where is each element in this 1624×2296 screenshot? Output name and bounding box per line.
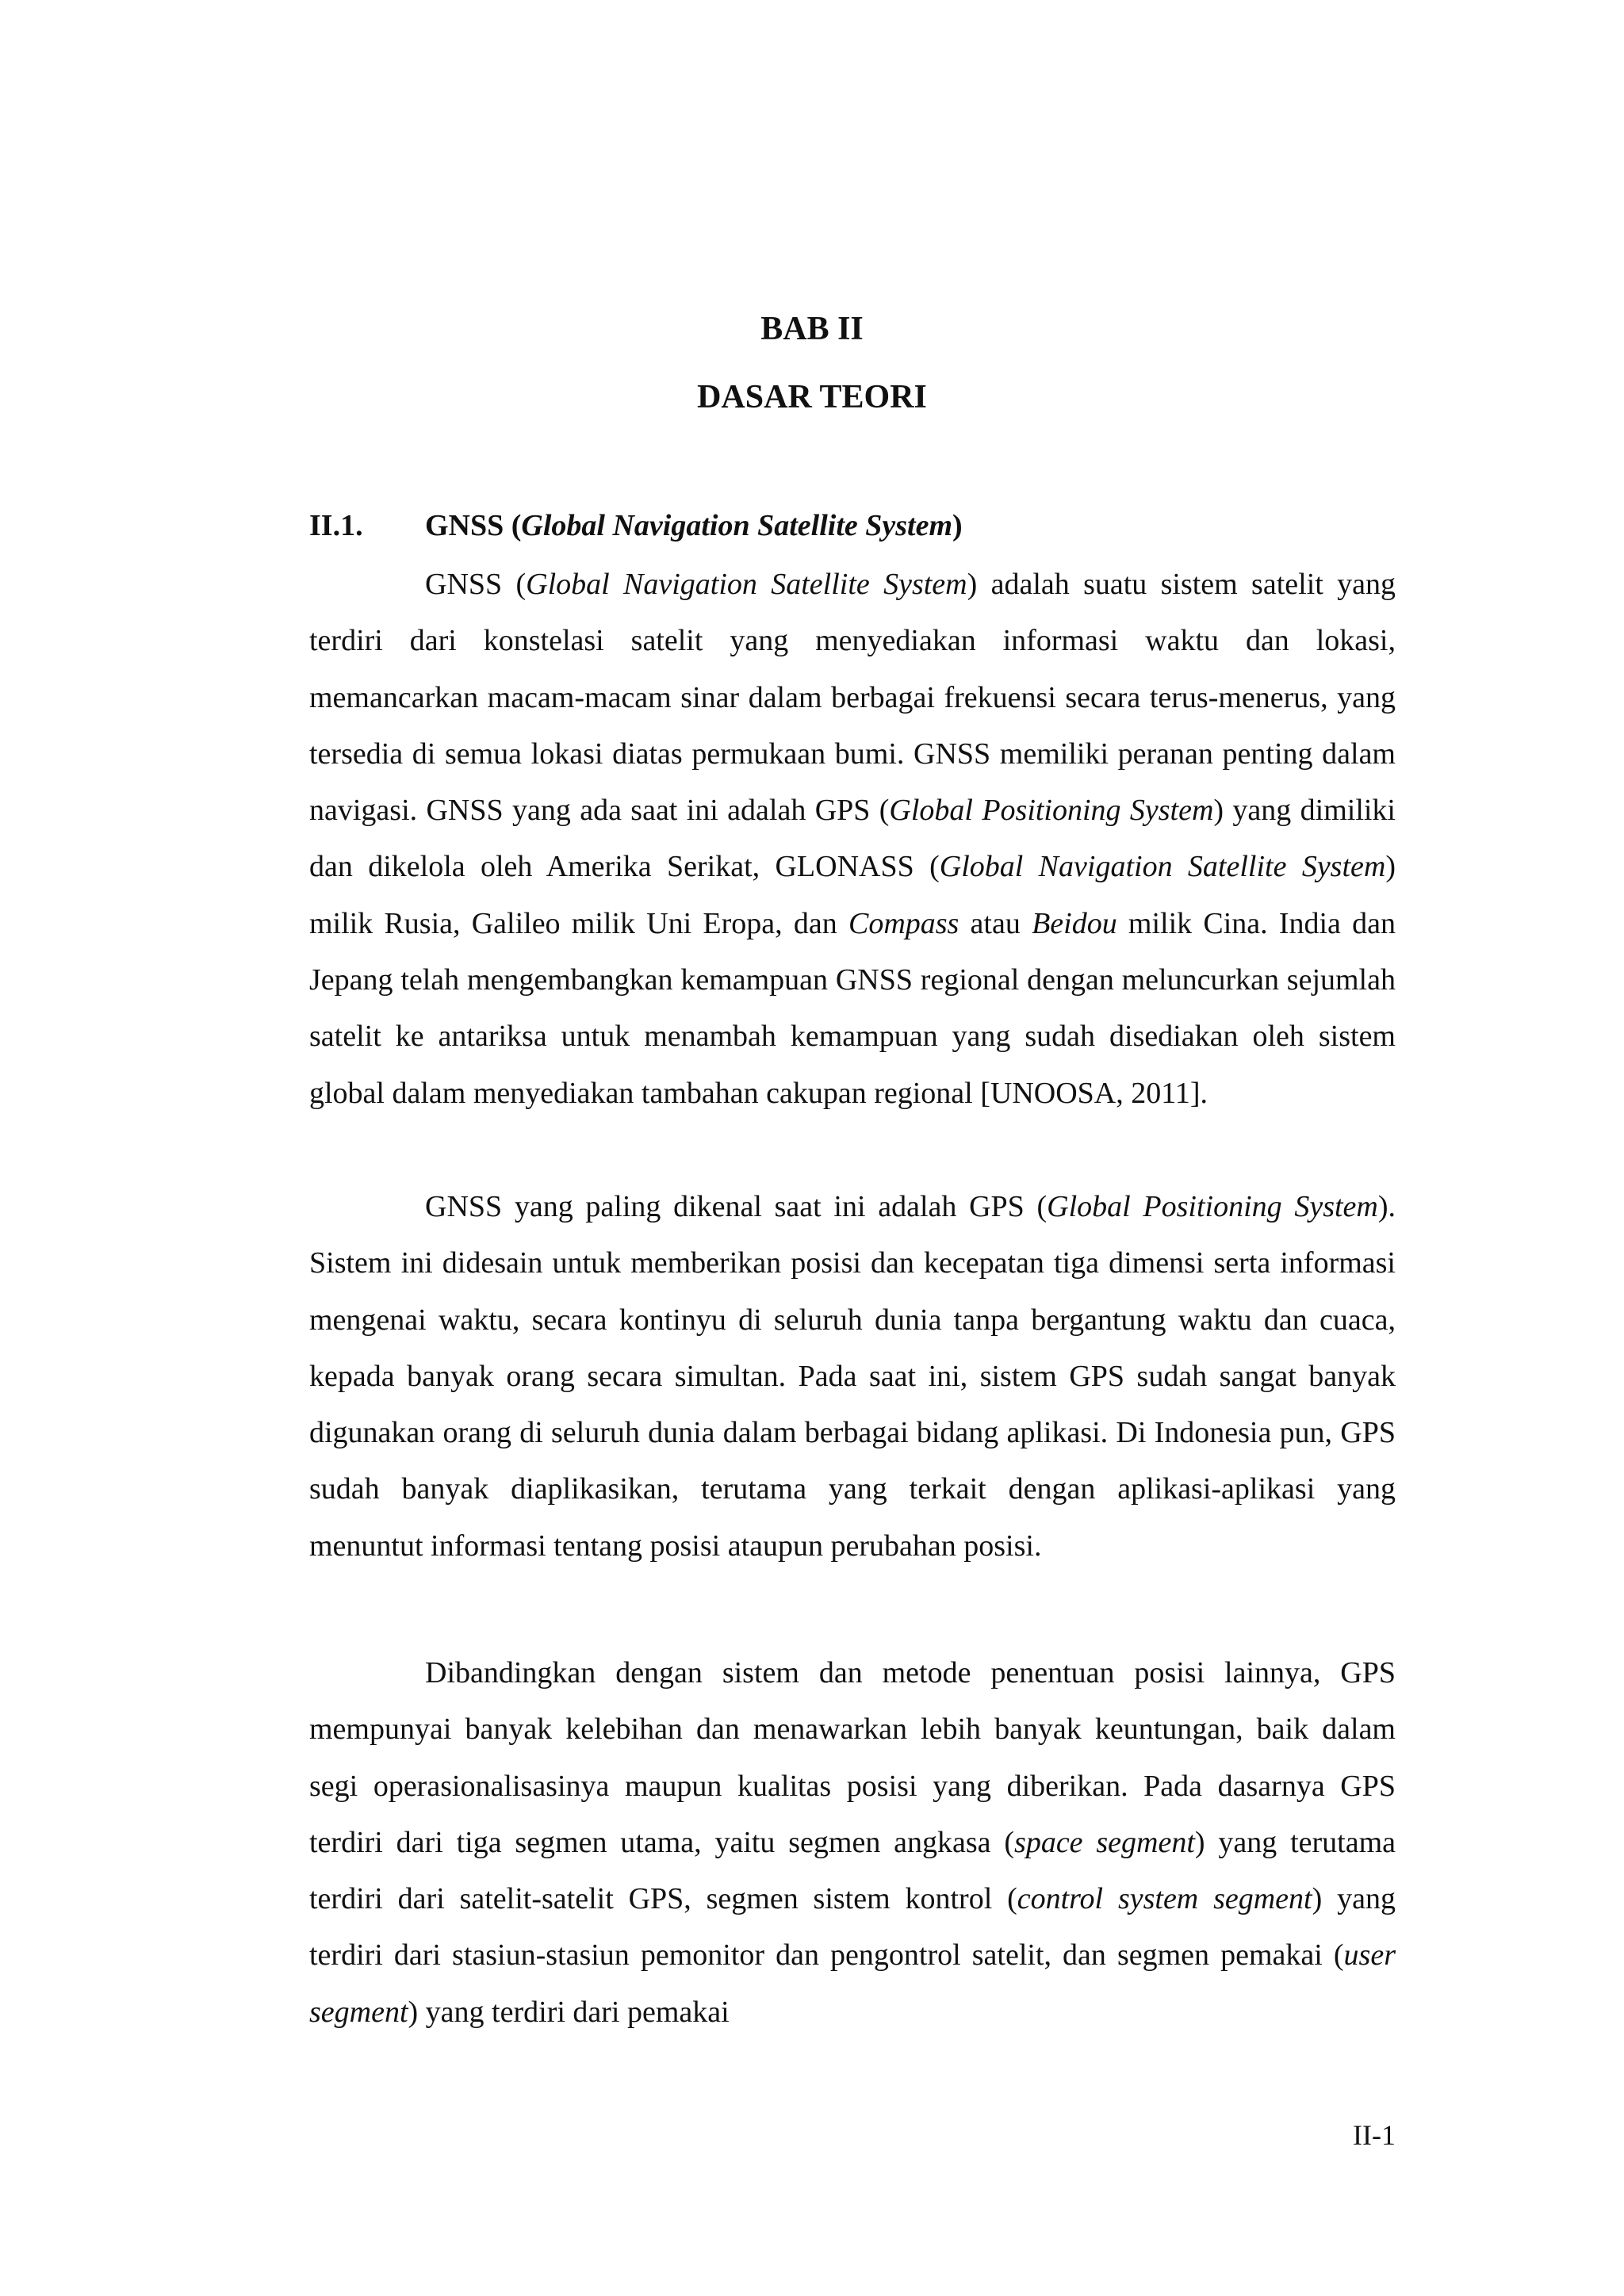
section-heading [309, 506, 1396, 545]
paragraph [309, 557, 1396, 1122]
paragraph-2-block [309, 1179, 1396, 1575]
paragraph-3-block [309, 1645, 1396, 2041]
italic-term: Global Navigation Satellite System [939, 850, 1386, 884]
text-run: ) yang dimiliki dan dikelola oleh Amerika Serikat, GLONASS ( [309, 794, 1396, 884]
page-number: II-1 [1353, 2119, 1396, 2151]
italic-term: Global Positioning System [1047, 1190, 1378, 1223]
section-number: II.1. [309, 509, 363, 542]
italic-term: user segment [309, 1938, 1396, 2029]
text-run: GNSS ( [425, 568, 527, 601]
section-title-italic: Global Navigation Satellite System [521, 509, 953, 542]
paragraph [309, 1645, 1396, 2041]
section-title-suffix: ) [952, 509, 963, 542]
text-run: milik Cina. India dan Jepang telah mengembangkan kemampuan GNSS regional dengan meluncurkan sejumlah satelit ke antariksa untuk menambah kemampuan yang sudah disediakan oleh sistem global dalam menyediakan tambahan cakupan regional [UNOOSA, 2011]. [309, 906, 1396, 1110]
text-run: atau [959, 906, 1032, 940]
text-run: ) yang terdiri dari pemakai [408, 1995, 730, 2029]
italic-term: Global Positioning System [889, 794, 1214, 828]
text-run: ). Sistem ini didesain untuk memberikan posisi dan kecepatan tiga dimensi serta informasi mengenai waktu, secara kontinyu di seluruh dunia tanpa bergantung waktu dan cuaca, kepada banyak orang secara simultan. Pada saat ini, sistem GPS sudah sangat banyak digunakan orang di seluruh dunia dalam berbagai bidang aplikasi. Di Indonesia pun, GPS sudah banyak diaplikasikan, terutama yang terkait dengan aplikasi-aplikasi yang menuntut informasi tentang posisi ataupun perubahan posisi. [309, 1190, 1396, 1563]
text-run: ) yang terdiri dari stasiun-stasiun pemonitor dan pengontrol satelit, dan segmen pemakai ( [309, 1882, 1396, 1973]
italic-term: control system segment [1017, 1882, 1312, 1916]
paragraph-1-block [309, 557, 1396, 1122]
text-run: ) milik Rusia, Galileo milik Uni Eropa, dan [309, 850, 1396, 940]
paragraph [309, 1179, 1396, 1575]
italic-term: Beidou [1032, 906, 1117, 940]
text-run: GNSS yang paling dikenal saat ini adalah GPS ( [425, 1190, 1048, 1223]
section-title-prefix: GNSS ( [425, 509, 522, 542]
chapter-title: DASAR TEORI [697, 379, 927, 415]
text-run: ) yang terutama terdiri dari satelit-satelit GPS, segmen sistem kontrol ( [309, 1825, 1396, 1916]
italic-term: space segment [1014, 1825, 1195, 1859]
text-run: Dibandingkan dengan sistem dan metode penentuan posisi lainnya, GPS mempunyai banyak kelebihan dan menawarkan lebih banyak keuntungan, baik dalam segi operasionalisasinya maupun kualitas posisi yang diberikan. Pada dasarnya GPS terdiri dari tiga segmen utama, yaitu segmen angkasa ( [309, 1656, 1396, 1859]
text-run: ) adalah suatu sistem satelit yang terdiri dari konstelasi satelit yang menyediakan informasi waktu dan lokasi, memancarkan macam-macam sinar dalam berbagai frekuensi secara terus-menerus, yang tersedia di semua lokasi diatas permukaan bumi. GNSS memiliki peranan penting dalam navigasi. GNSS yang ada saat ini adalah GPS ( [309, 568, 1396, 828]
italic-term: Global Navigation Satellite System [526, 568, 967, 601]
chapter-label: BAB II [760, 311, 864, 347]
italic-term: Compass [848, 906, 959, 940]
